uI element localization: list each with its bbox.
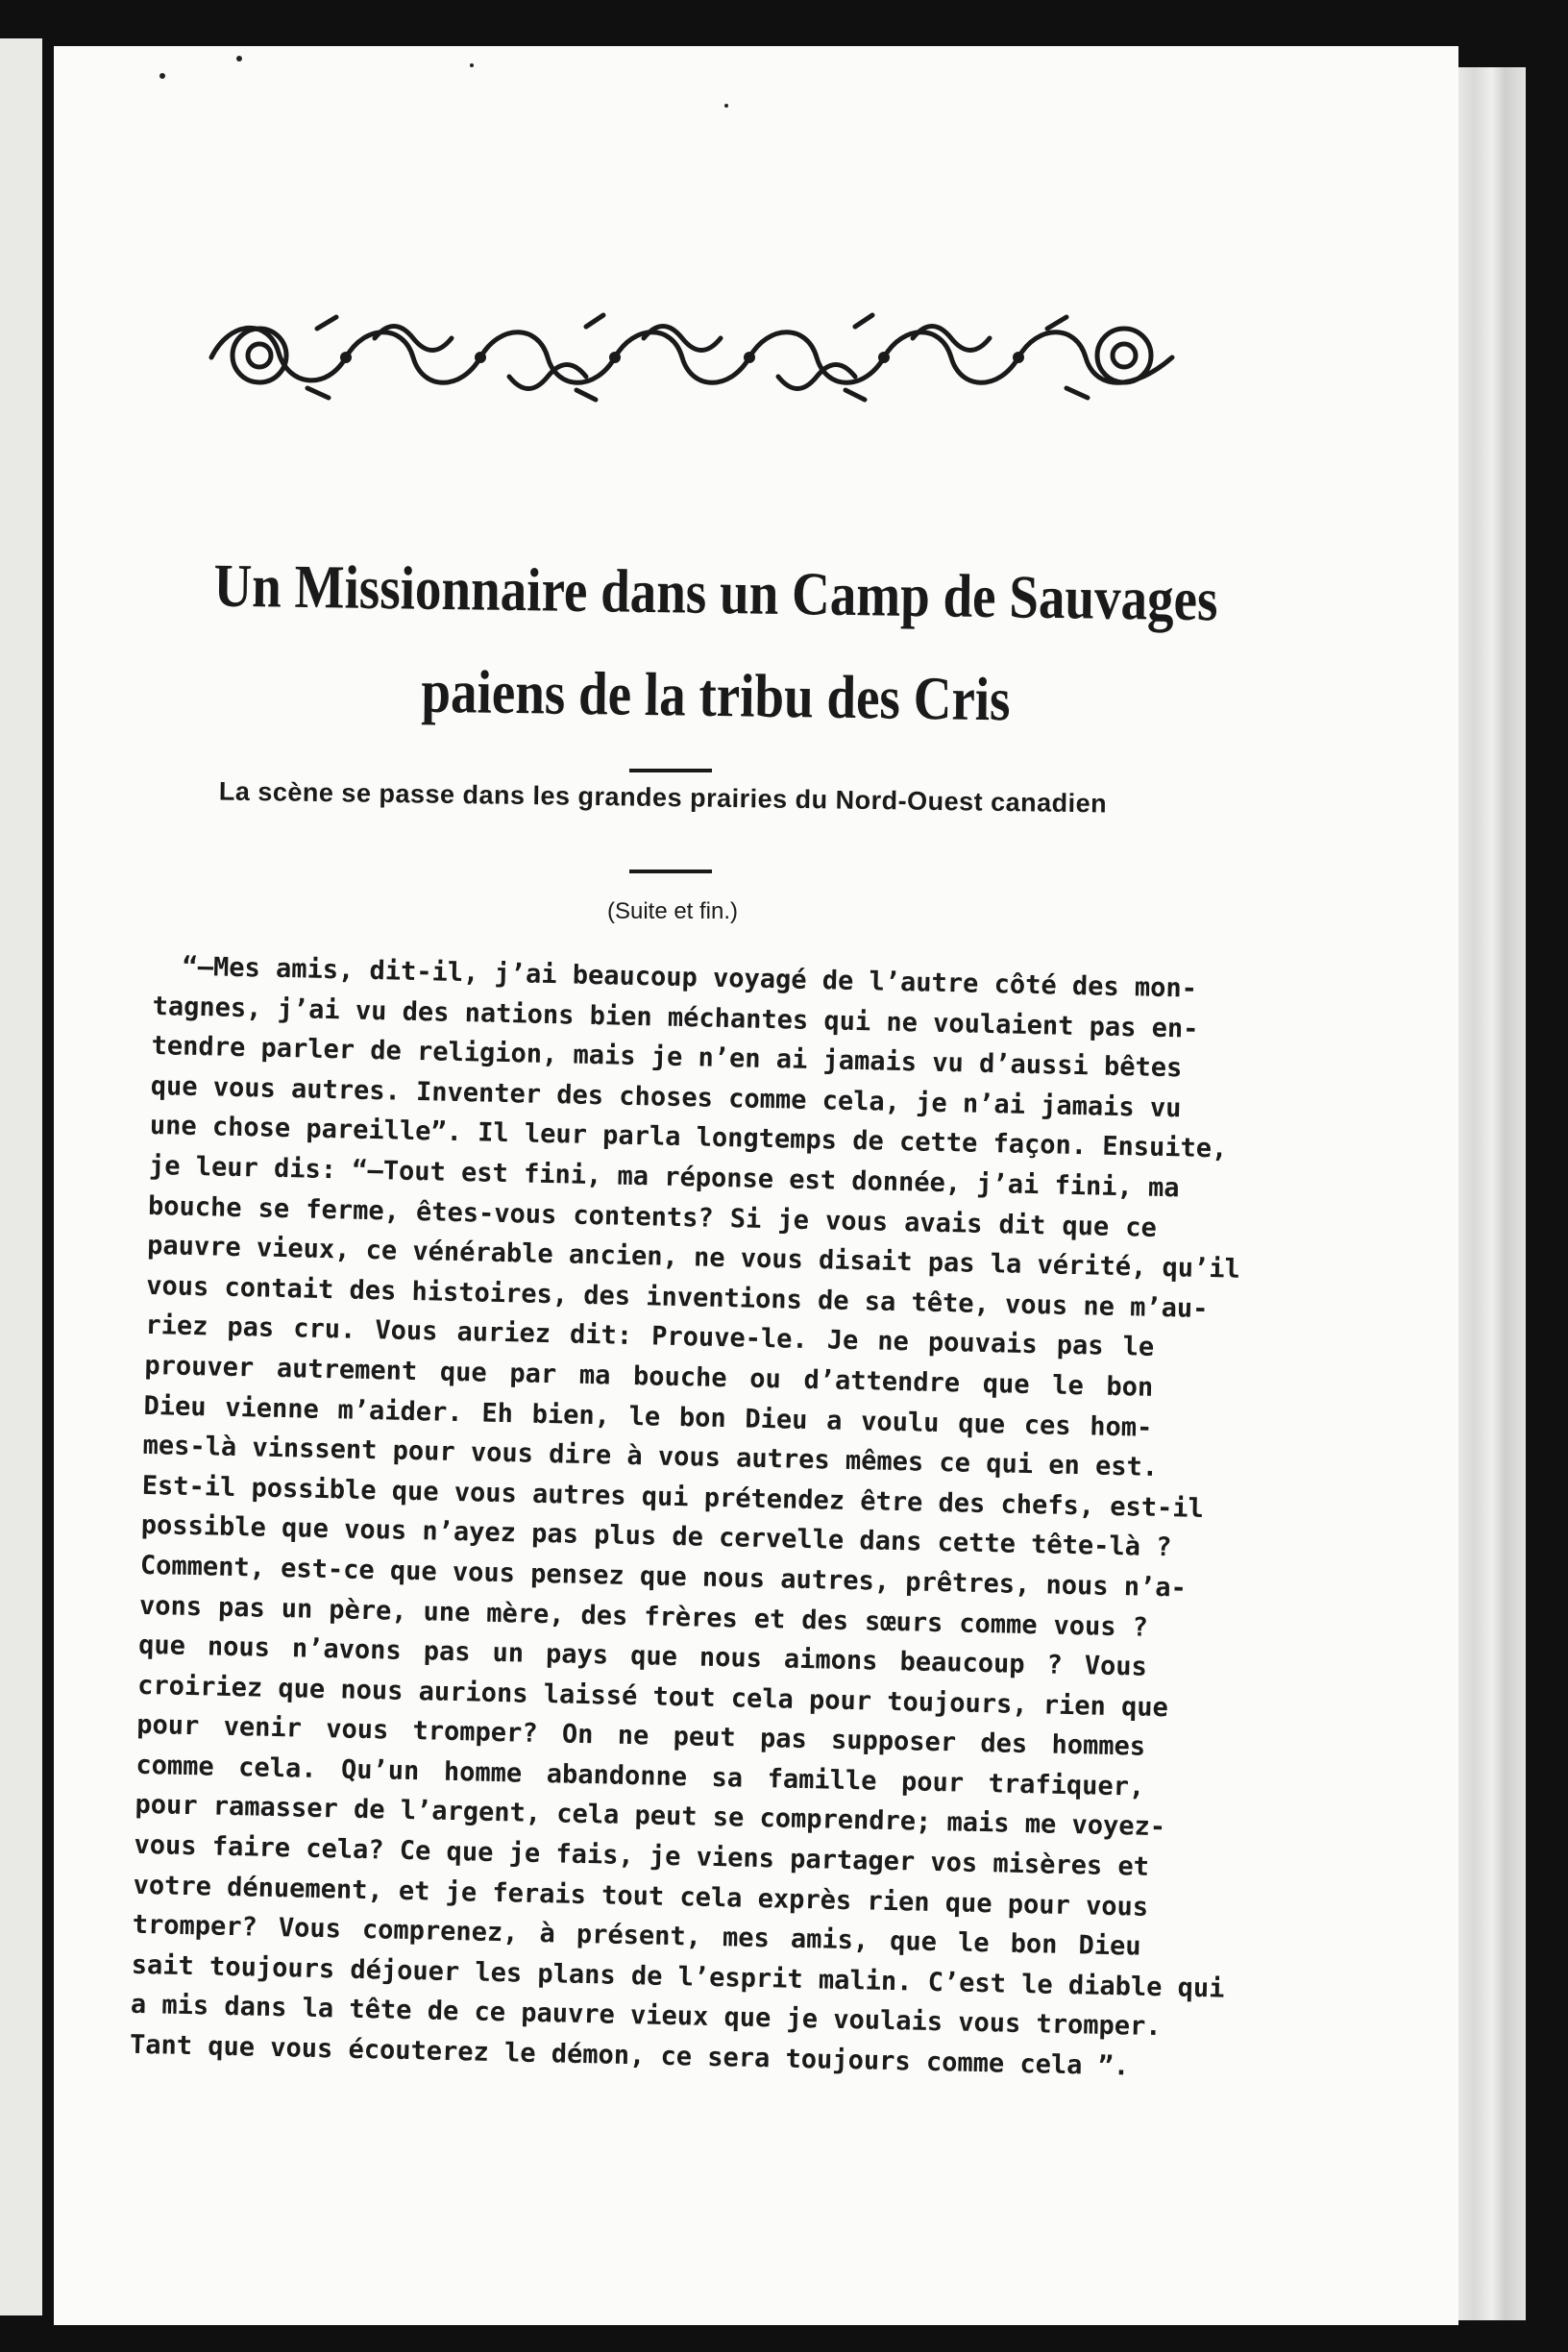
dust-speck	[724, 104, 728, 108]
body-line: bouche se ferme, êtes-vous contents? Si je vous avais dit que ce	[147, 1190, 1158, 1243]
title-rule	[629, 769, 712, 772]
body-line: “—Mes amis, dit-il, j’ai beaucoup voyagé de l’autre côté des mon-	[182, 951, 1198, 1004]
article-subtitle: La scène se passe dans les grandes prairies du Nord-Ouest canadien	[218, 776, 1108, 819]
body-line: pour ramasser de l’argent, cela peut se comprendre; mais me voyez-	[135, 1790, 1166, 1843]
body-line: pour venir vous tromper? On ne peut pas supposer des hommes	[135, 1710, 1146, 1762]
subtitle-rule	[629, 870, 712, 873]
body-line: tagnes, j’ai vu des nations bien méchantes qui ne voulaient pas en-	[152, 991, 1199, 1044]
body-line: croiriez que nous aurions laissé tout cela pour toujours, rien que	[136, 1670, 1169, 1723]
body-line: Tant que vous écouterez le démon, ce sera toujours comme cela ”.	[129, 2029, 1130, 2082]
article-title-line-1: Un Missionnaire dans un Camp de Sauvages	[213, 551, 1218, 634]
body-line: sait toujours déjouer les plans de l’esprit malin. C’est le diable qui	[131, 1949, 1225, 2004]
body-line: tromper? Vous comprenez, à présent, mes amis, que le bon Dieu	[132, 1910, 1141, 1962]
body-line: vous contait des histoires, des inventions de sa tête, vous ne m’au-	[145, 1270, 1209, 1324]
previous-page-edge	[0, 38, 42, 2315]
body-line: comme cela. Qu’un homme abandonne sa famille pour trafiquer,	[135, 1750, 1145, 1802]
body-line: une chose pareille”. Il leur parla longtemps de cette façon. Ensuite,	[149, 1111, 1228, 1164]
body-line: Est-il possible que vous autres qui prétendez être des chefs, est-il	[141, 1470, 1205, 1524]
body-line: possible que vous n’ayez pas plus de cervelle dans cette tête-là ?	[140, 1510, 1172, 1563]
dust-speck	[159, 73, 165, 79]
dust-speck	[236, 56, 242, 61]
body-line: que vous autres. Inventer des choses comme cela, je n’ai jamais vu	[150, 1070, 1182, 1124]
body-line: Comment, est-ce que vous pensez que nous autres, prêtres, nous n’a-	[139, 1550, 1188, 1604]
article-body	[129, 946, 1241, 2087]
body-line: je leur dis: “—Tout est fini, ma réponse est donnée, j’ai fini, ma	[148, 1150, 1180, 1204]
body-line: tendre parler de religion, mais je n’en ai jamais vu d’aussi bêtes	[151, 1031, 1183, 1084]
body-line: prouver autrement que par ma bouche ou d’attendre que le bon	[144, 1350, 1154, 1403]
body-line: vous faire cela? Ce que je fais, je viens partager vos misères et	[134, 1829, 1150, 1882]
dust-speck	[470, 63, 474, 67]
body-line: pauvre vieux, ce vénérable ancien, ne vous disait pas la vérité, qu’il	[146, 1231, 1241, 1285]
body-line: a mis dans la tête de ce pauvre vieux que je voulais vous tromper.	[130, 1990, 1162, 2043]
body-line: mes-là vinssent pour vous dire à vous autres mêmes ce qui en est.	[142, 1431, 1159, 1483]
body-line: vons pas un père, une mère, des frères et des sœurs comme vous ?	[138, 1590, 1149, 1643]
body-line: Dieu vienne m’aider. Eh bien, le bon Dieu a voulu que ces hom-	[143, 1390, 1153, 1443]
body-line: riez pas cru. Vous auriez dit: Prouve-le. Je ne pouvais pas le	[145, 1311, 1155, 1363]
body-line: votre dénuement, et je ferais tout cela exprès rien que pour vous	[133, 1870, 1149, 1923]
article-title-line-2: paiens de la tribu des Cris	[421, 656, 1011, 734]
body-line: que nous n’avons pas un pays que nous aimons beaucoup ? Vous	[137, 1629, 1148, 1682]
continuation-note: (Suite et fin.)	[606, 898, 739, 924]
decorative-header-ornament	[202, 300, 1182, 413]
